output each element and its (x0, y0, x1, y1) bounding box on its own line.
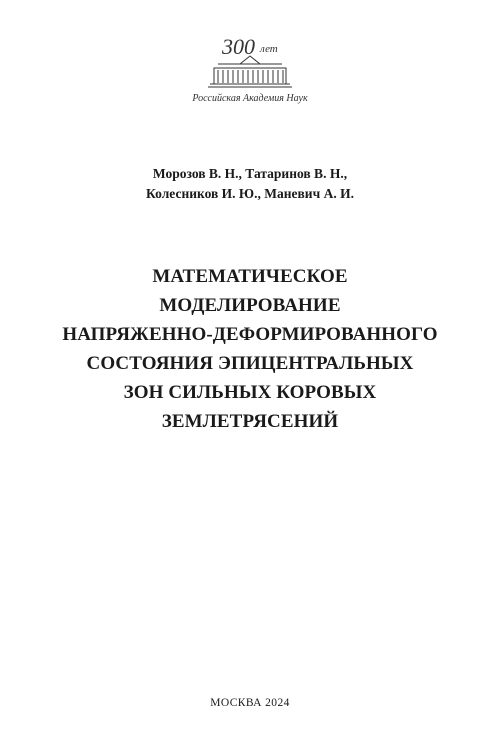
title-line-6: ЗЕМЛЕТРЯСЕНИЙ (161, 411, 339, 432)
authors-line-2: Колесников И. Ю., Маневич А. И. (146, 186, 354, 201)
title-line-3: НАПРЯЖЕННО-ДЕФОРМИРОВАННОГО (62, 324, 438, 345)
authors-block (0, 164, 500, 204)
logo-anniversary: 300 (222, 34, 255, 59)
authors-line-1: Морозов В. Н., Татаринов В. Н., (152, 166, 348, 181)
title-line-1: МАТЕМАТИЧЕСКОЕ (152, 266, 348, 287)
publication-place-year: МОСКВА 2024 (210, 697, 290, 709)
academy-building-icon (170, 34, 330, 106)
logo-org-name: Российская Академия Наук (192, 93, 308, 104)
book-title (0, 262, 500, 436)
logo-anniversary-suffix: лет (260, 43, 278, 55)
ras-300-logo (170, 34, 330, 106)
title-line-4: СОСТОЯНИЯ ЭПИЦЕНТРАЛЬНЫХ (86, 353, 414, 374)
title-line-5: ЗОН СИЛЬНЫХ КОРОВЫХ (123, 382, 377, 403)
title-line-2: МОДЕЛИРОВАНИЕ (159, 295, 341, 316)
